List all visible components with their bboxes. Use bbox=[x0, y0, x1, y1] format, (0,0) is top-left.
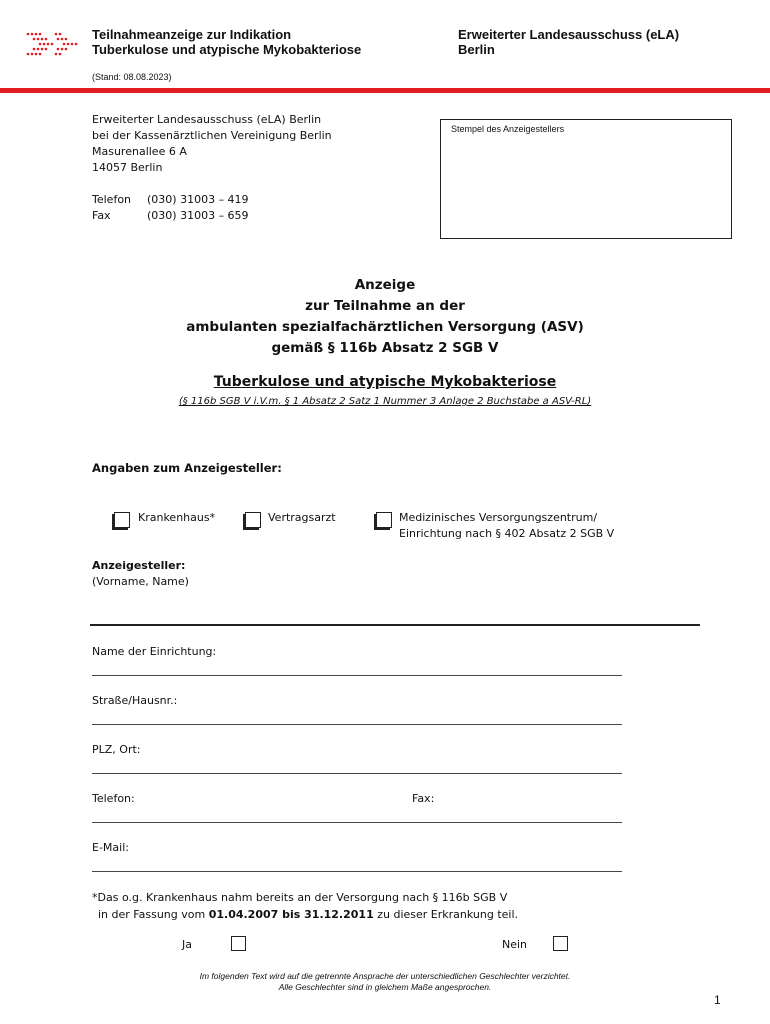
no-checkbox[interactable] bbox=[553, 936, 568, 951]
address-line1: Erweiterter Landesausschuss (eLA) Berlin bbox=[92, 113, 322, 126]
zip-city-line[interactable] bbox=[92, 773, 622, 774]
mvz-label bbox=[399, 510, 614, 542]
phone-field-label: Telefon: bbox=[92, 792, 135, 805]
fax-field-label: Fax: bbox=[412, 792, 435, 805]
phone-value: (030) 31003 – 419 bbox=[147, 193, 249, 206]
fax-row bbox=[92, 208, 332, 224]
mvz-label-line2: Einrichtung nach § 402 Absatz 2 SGB V bbox=[399, 527, 615, 540]
mvz-checkbox[interactable] bbox=[376, 512, 392, 528]
phone-fax-line[interactable] bbox=[92, 822, 622, 823]
ela-logo bbox=[26, 30, 78, 60]
title-line1: Anzeige bbox=[354, 277, 416, 293]
applicant-heading: Angaben zum Anzeigesteller: bbox=[92, 461, 282, 475]
legal-reference: (§ 116b SGB V i.V.m. § 1 Absatz 2 Satz 1 Nummer 3 Anlage 2 Buchstabe a ASV-RL) bbox=[178, 396, 592, 407]
applicant-name-heading: Anzeigesteller: bbox=[92, 559, 186, 572]
note-line1: *Das o.g. Krankenhaus nahm bereits an der Versorgung nach § 116b SGB V bbox=[92, 891, 508, 904]
header-right-line2: Berlin bbox=[458, 42, 495, 57]
title-line2: zur Teilnahme an der bbox=[305, 298, 465, 314]
header-left-line1: Teilnahmeanzeige zur Indikation bbox=[92, 27, 292, 42]
fax-label: Fax bbox=[92, 209, 111, 222]
header-right-line1: Erweiterter Landesausschuss (eLA) bbox=[458, 27, 680, 42]
contract-doctor-checkbox[interactable] bbox=[245, 512, 261, 528]
institution-label: Name der Einrichtung: bbox=[92, 645, 217, 658]
address-line3: Masurenallee 6 A bbox=[92, 145, 187, 158]
address-line4: 14057 Berlin bbox=[92, 161, 163, 174]
yes-label: Ja bbox=[182, 938, 192, 951]
email-label: E-Mail: bbox=[92, 841, 129, 854]
gender-note-line1: Im folgenden Text wird auf die getrennte Ansprache der unterschiedlichen Geschlechter verzichtet. bbox=[199, 971, 571, 981]
note-line2-pre: in der Fassung vom bbox=[98, 908, 206, 921]
applicant-name-hint: (Vorname, Name) bbox=[92, 575, 189, 588]
form-title bbox=[0, 275, 770, 359]
zip-city-label: PLZ, Ort: bbox=[92, 743, 141, 756]
note-period: 01.04.2007 bis 31.12.2011 bbox=[208, 908, 374, 921]
email-line[interactable] bbox=[92, 871, 622, 872]
phone-row bbox=[92, 192, 332, 208]
phone-label: Telefon bbox=[92, 193, 132, 206]
contract-doctor-label: Vertragsarzt bbox=[268, 511, 336, 524]
note-line2-post: zu dieser Erkrankung teil. bbox=[377, 908, 519, 921]
indication-subtitle: Tuberkulose und atypische Mykobakteriose bbox=[213, 374, 557, 390]
hospital-note bbox=[92, 889, 518, 923]
stand-date: (Stand: 08.08.2023) bbox=[92, 72, 172, 82]
header-title-left bbox=[92, 27, 361, 57]
hospital-checkbox[interactable] bbox=[114, 512, 130, 528]
header-red-rule bbox=[0, 88, 770, 93]
street-label: Straße/Hausnr.: bbox=[92, 694, 178, 707]
address-block bbox=[92, 112, 332, 224]
fax-value: (030) 31003 – 659 bbox=[147, 209, 249, 222]
mvz-label-line1: Medizinisches Versorgungszentrum/ bbox=[399, 511, 598, 524]
address-line2: bei der Kassenärztlichen Vereinigung Berlin bbox=[92, 129, 332, 142]
header-left-line2: Tuberkulose und atypische Mykobakteriose bbox=[92, 42, 362, 57]
no-label: Nein bbox=[502, 938, 528, 951]
header-title-right bbox=[458, 27, 679, 57]
yes-checkbox[interactable] bbox=[231, 936, 246, 951]
street-line[interactable] bbox=[92, 724, 622, 725]
applicant-name-line[interactable] bbox=[90, 624, 700, 626]
gender-note-line2: Alle Geschlechter sind in gleichem Maße angesprochen. bbox=[278, 982, 492, 992]
note-line2 bbox=[92, 906, 518, 923]
title-line4: gemäß § 116b Absatz 2 SGB V bbox=[271, 340, 499, 356]
title-line3: ambulanten spezialfachärztlichen Versorgung (ASV) bbox=[186, 319, 584, 335]
page-number: 1 bbox=[714, 993, 721, 1007]
hospital-label: Krankenhaus* bbox=[138, 511, 216, 524]
stamp-label: Stempel des Anzeigestellers bbox=[451, 124, 565, 134]
institution-line[interactable] bbox=[92, 675, 622, 676]
applicant-name-label bbox=[92, 558, 189, 590]
stamp-box bbox=[440, 119, 732, 239]
gender-note bbox=[0, 971, 770, 993]
